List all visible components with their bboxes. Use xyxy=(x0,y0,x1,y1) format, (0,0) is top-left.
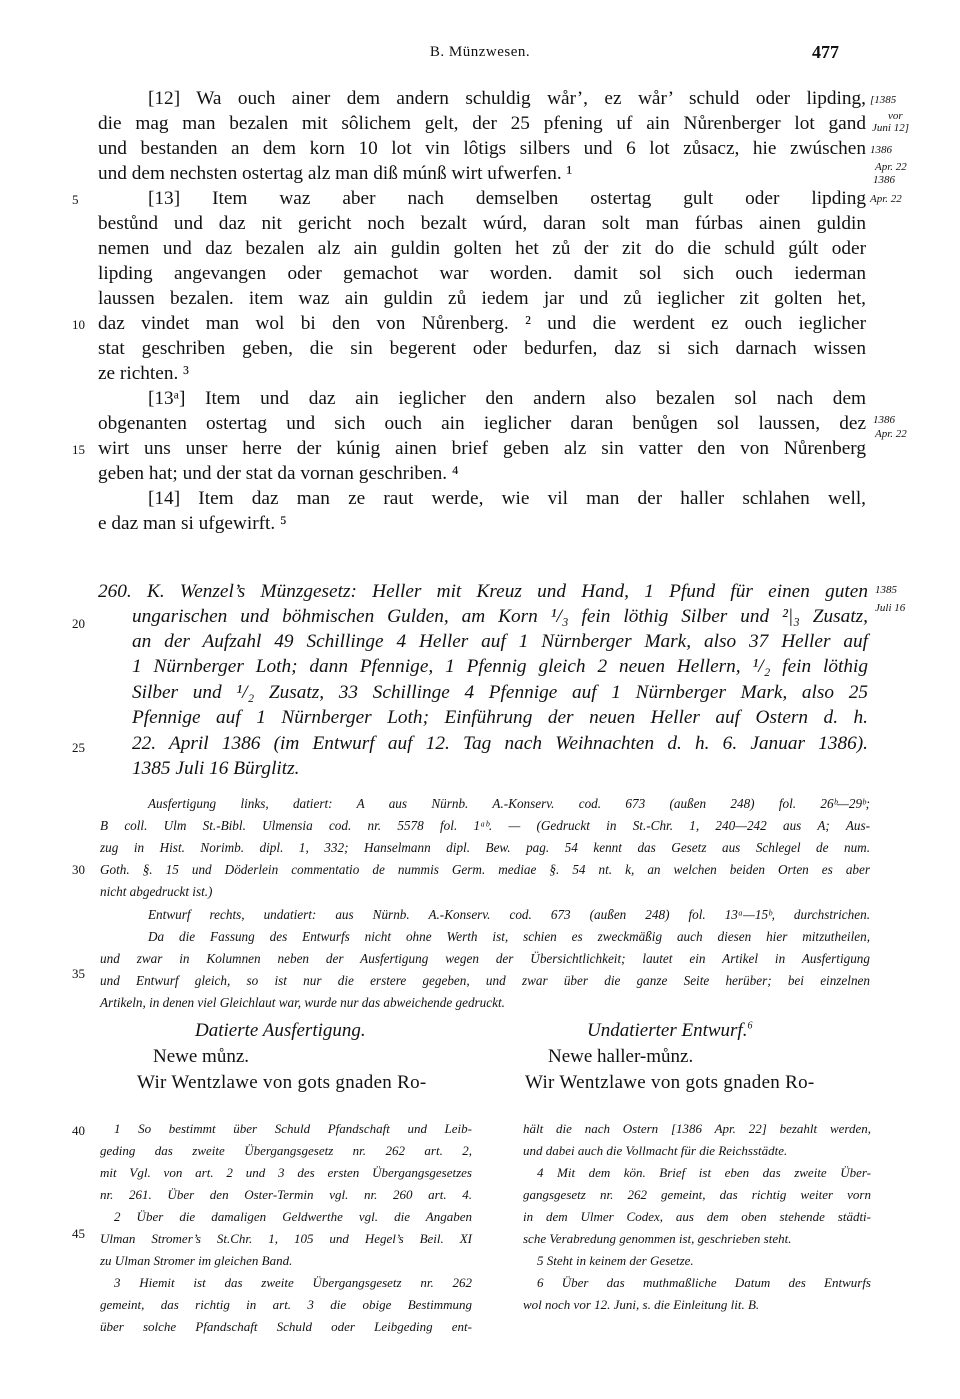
charter-line: 22. April 1386 (im Entwurf auf 12. Tag nach Weihnachten d. h. 6. Januar 1386). xyxy=(132,733,868,754)
footnote-ref: 6 xyxy=(747,1020,753,1032)
margin-note: Juli 16 xyxy=(875,602,906,614)
footnote-line: 6 Über das muthmaßliche Datum des Entwurfs xyxy=(537,1275,871,1290)
footnote-line: 2 Über die damaligen Geldwerthe vgl. die Angaben xyxy=(114,1209,472,1224)
margin-note: 1386 xyxy=(873,414,895,426)
footnote-line: hält die nach Ostern [1386 Apr. 22] bezahlt werden, xyxy=(523,1121,871,1136)
margin-note: Apr. 22 xyxy=(875,428,907,440)
text-line: lipding angevangen oder gemachot war worden. damit sol sich ouch iederman xyxy=(98,263,866,284)
footnote-line: nr. 261. Über den Oster-Termin vgl. nr. 260 art. 4. xyxy=(100,1187,472,1202)
footnote-line: und dabei auch die Vollmacht für die Reichsstädte. xyxy=(523,1143,788,1158)
charter-line: Pfennige auf 1 Nürnberger Loth; Einführung der neuen Heller auf Ostern d. h. xyxy=(132,707,868,728)
right-column-heading xyxy=(587,1018,752,1043)
text-line: daz vindet man wol bi den von Nůrenberg. ² und die werdent ez ouch ieglicher xyxy=(98,313,866,334)
footnote-line: wol noch vor 12. Juni, s. die Einleitung lit. B. xyxy=(523,1297,760,1312)
line-number: 30 xyxy=(72,862,85,877)
line-number: 40 xyxy=(72,1123,85,1138)
charter-line: Silber und ¹/₂ Zusatz, 33 Schillinge 4 Pfennige auf 1 Nürnberger Mark, also 25 xyxy=(132,682,868,703)
line-number: 35 xyxy=(72,966,85,981)
margin-note: 1386 xyxy=(873,174,895,186)
footnote-line: 4 Mit dem kön. Brief ist eben das zweite Über- xyxy=(537,1165,871,1180)
text-line: [12] Wa ouch ainer dem andern schuldig wår’, ez wår’ schuld oder lipding, xyxy=(148,88,866,109)
margin-note: Apr. 22 xyxy=(875,161,907,173)
text-line: [13] Item waz aber nach demselben ostertag gult oder lipding xyxy=(148,188,866,209)
charter-heading: 260. K. Wenzel’s Münzgesetz: Heller mit Kreuz und Hand, 1 Pfund für einen guten xyxy=(98,581,868,602)
line-number: 5 xyxy=(72,192,79,207)
right-column-heading-text: Undatierter Entwurf. xyxy=(587,1020,748,1041)
running-header: B. Münzwesen. xyxy=(429,44,531,60)
charter-line: 1385 Juli 16 Bürglitz. xyxy=(132,758,300,779)
margin-note: vor xyxy=(888,110,903,122)
left-column-text: Wir Wentzlawe von gots gnaden Ro- xyxy=(137,1072,427,1093)
footnote-line: gangsgesetz nr. 262 gemeint, das richtig weiter vorn xyxy=(523,1187,871,1202)
apparatus-line: Entwurf rechts, undatiert: aus Nürnb. A.-Konserv. cod. 673 (außen 248) fol. 13ᵃ—15ᵇ, durchstrichen. xyxy=(148,907,870,922)
left-column-title: Newe můnz. xyxy=(153,1046,250,1067)
apparatus-line: B coll. Ulm St.-Bibl. Ulmensia cod. nr. 5578 fol. 1ᵃᵇ. — (Gedruckt in St.-Chr. 1, 240—242 aus A; Aus- xyxy=(100,818,870,833)
line-number: 45 xyxy=(72,1226,85,1241)
footnote-line: mit Vgl. von art. 2 und 3 des ersten Übergangsgesetzes xyxy=(100,1165,472,1180)
footnote-line: in dem Ulmer Codex, aus dem oben stehende städti- xyxy=(523,1209,871,1224)
footnote-line: 5 Steht in keinem der Gesetze. xyxy=(537,1253,694,1268)
left-column-heading: Datierte Ausfertigung. xyxy=(195,1020,366,1041)
apparatus-line: Da die Fassung des Entwurfs nicht ohne Werth ist, schien es zweckmäßig auch diesen hier mitzutheilen, xyxy=(148,929,870,944)
right-column-title: Newe haller-můnz. xyxy=(548,1046,694,1067)
margin-note: Apr. 22 xyxy=(870,193,902,205)
margin-note: 1385 xyxy=(875,584,897,596)
text-line: stat geschriben geben, die sin begerent oder bedurfen, daz si sich darnach wissen xyxy=(98,338,866,359)
footnote-line: 1 So bestimmt über Schuld Pfandschaft und Leib- xyxy=(114,1121,472,1136)
text-line: obgenanten ostertag und sich ouch ain ieglicher daran benůgen sol laussen, dez xyxy=(98,413,866,434)
text-line: geben hat; und der stat da vornan geschriben. ⁴ xyxy=(98,463,459,484)
margin-note: Juni 12] xyxy=(872,122,909,134)
text-line: bestůnd und daz nit gericht noch bezalt wúrd, daran solt man fúrbas ainen guldin xyxy=(98,213,866,234)
apparatus-line: und Entwurf gleich, so ist nur die erstere gegeben, und zwar über die ganze Seite herüber; bei einzelnen xyxy=(100,973,870,988)
text-line: und bestanden an dem korn 10 lot vin lôtigs silbers und 6 lot zůsacz, hie zwúschen xyxy=(98,138,866,159)
footnote-line: Ulman Stromer’s St.Chr. 1, 105 und Hegel’s Beil. XI xyxy=(100,1231,472,1246)
right-column-text: Wir Wentzlawe von gots gnaden Ro- xyxy=(525,1072,815,1093)
text-line: [14] Item daz man ze raut werde, wie vil man der haller schlahen well, xyxy=(148,488,866,509)
line-number: 25 xyxy=(72,740,85,755)
apparatus-line: und zwar in Kolumnen neben der Ausfertigung wegen der Übersichtlichkeit; lautet ein Artikel in Ausfertigung xyxy=(100,951,870,966)
apparatus-line: nicht abgedruckt ist.) xyxy=(100,884,213,899)
margin-note: 1386 xyxy=(870,144,892,156)
footnote-line: geding das zweite Übergangsgesetz nr. 262 art. 2, xyxy=(100,1143,472,1158)
margin-note: [1385 xyxy=(870,94,897,106)
text-line: [13ᵃ] Item und daz ain ieglicher den andern also bezalen sol nach dem xyxy=(148,388,866,409)
text-line: nemen und daz bezalen alz ain guldin golten het zů der zit do die schuld gúlt oder xyxy=(98,238,866,259)
footnote-line: 3 Hiemit ist das zweite Übergangsgesetz nr. 262 xyxy=(114,1275,472,1290)
apparatus-line: zug in Hist. Norimb. dipl. 1, 332; Hanselmann dipl. Bew. pag. 54 kennt das Gesetz aus Schlegel de num. xyxy=(100,840,870,855)
charter-line: an der Aufzahl 49 Schillinge 4 Heller auf 1 Nürnberger Mark, also 37 Heller auf xyxy=(132,631,868,652)
line-number: 10 xyxy=(72,317,85,332)
footnote-line: zu Ulman Stromer im gleichen Band. xyxy=(100,1253,293,1268)
apparatus-line: Goth. §. 15 und Döderlein commentatio de nummis Germ. mediae §. 54 nt. k, an welchen beiden Orten es aber xyxy=(100,862,870,877)
footnote-line: über solche Pfandschaft Schuld oder Leibgeding ent- xyxy=(100,1319,472,1334)
apparatus-line: Ausfertigung links, datiert: A aus Nürnb. A.-Konserv. cod. 673 (außen 248) fol. 26ᵇ—29ᵇ; xyxy=(148,796,870,811)
page-number: 477 xyxy=(812,42,839,62)
text-line: e daz man si ufgewirft. ⁵ xyxy=(98,513,287,534)
line-number: 20 xyxy=(72,616,85,631)
text-line: und dem nechsten ostertag alz man diß múnß wirt ufwerfen. ¹ xyxy=(98,163,573,184)
footnote-line: gemeint, das richtig in art. 3 die obige Bestimmung xyxy=(100,1297,472,1312)
charter-line: ungarischen und böhmischen Gulden, am Korn ¹/₃ fein löthig Silber und ²|₃ Zusatz, xyxy=(132,606,868,627)
apparatus-line: Artikeln, in denen viel Gleichlaut war, wurde nur das abweichende gedruckt. xyxy=(100,995,505,1010)
charter-line: 1 Nürnberger Loth; dann Pfennige, 1 Pfennig gleich 2 neuen Hellern, ¹/₂ fein löthig xyxy=(132,656,868,677)
text-line: die mag man bezalen mit sôlichem gelt, der 25 pfening uf ain Nůrenberger lot gand xyxy=(98,113,866,134)
line-number: 15 xyxy=(72,442,85,457)
text-line: ze richten. ³ xyxy=(98,363,189,384)
text-line: laussen bezalen. item waz ain guldin zů iedem jar und zů ieglicher zit golten het, xyxy=(98,288,866,309)
footnote-line: sche Verabredung genommen ist, geschrieben steht. xyxy=(523,1231,792,1246)
text-line: wirt uns unser herre der kúnig ainen brief geben alz sin vatter den von Nůrenberg xyxy=(98,438,866,459)
